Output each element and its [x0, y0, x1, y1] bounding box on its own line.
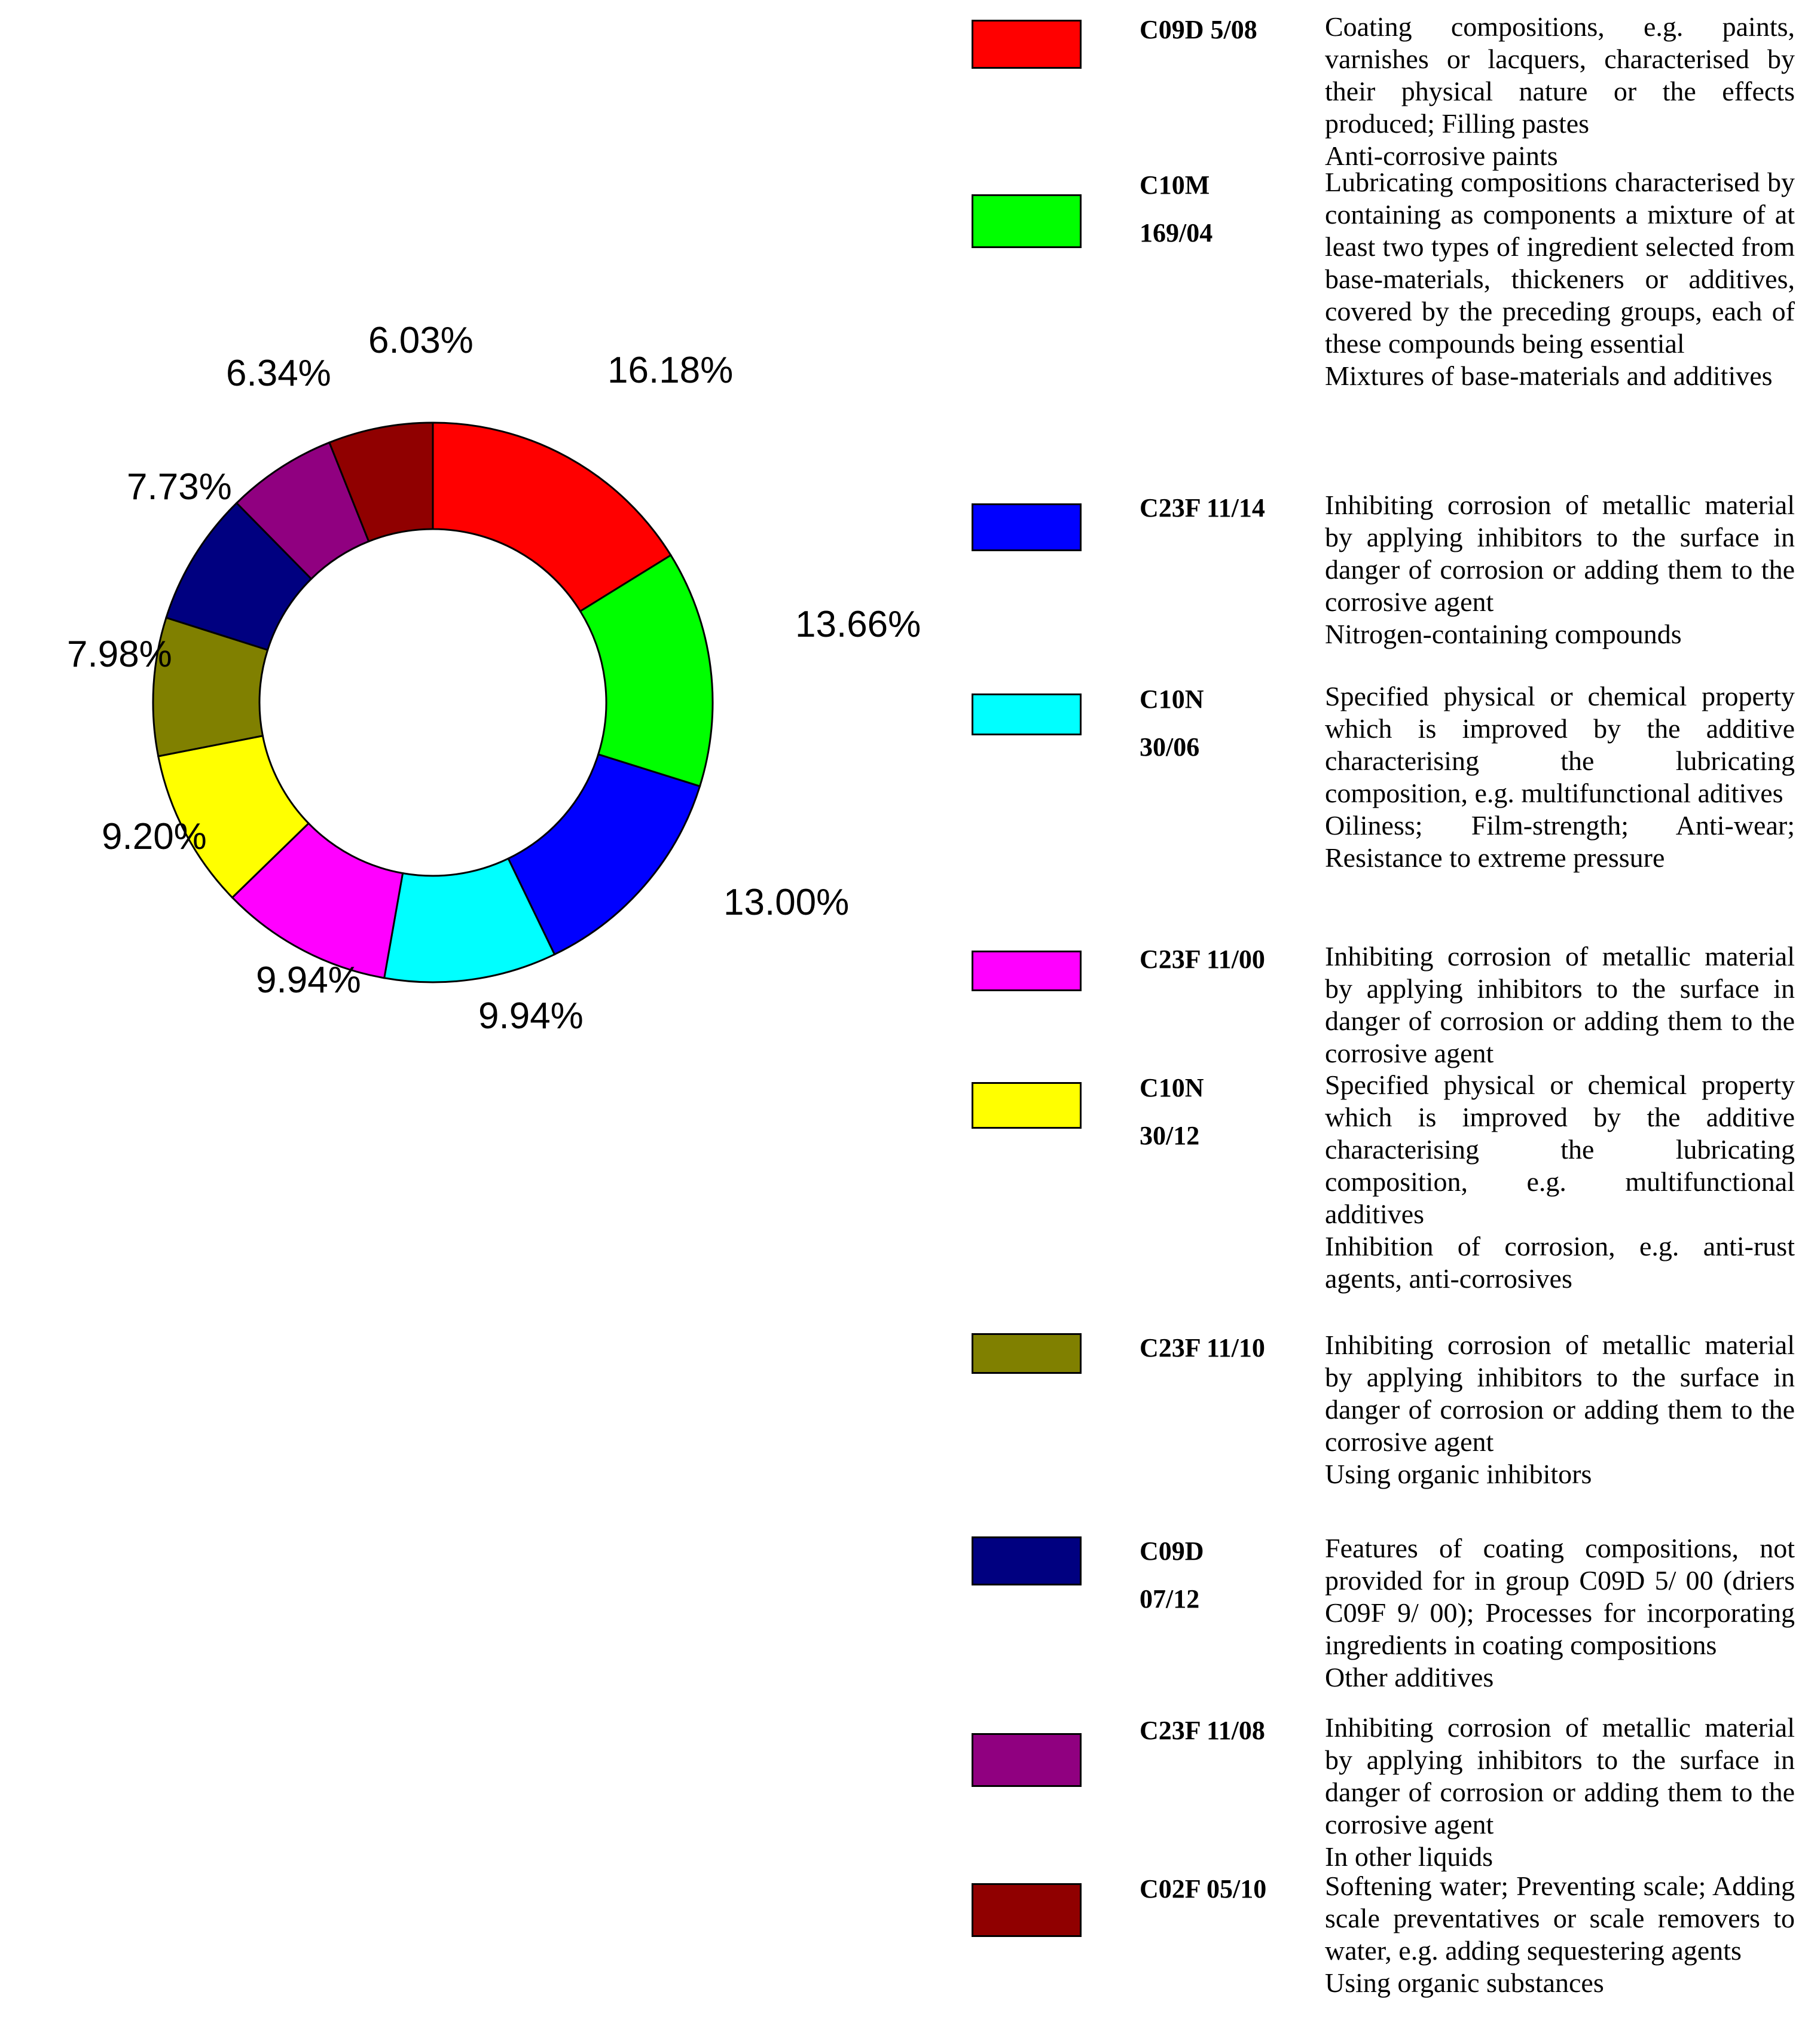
legend-description	[1325, 1532, 1795, 1694]
legend-code	[1140, 1865, 1295, 1913]
legend-description	[1325, 1329, 1795, 1490]
legend-code-line: C10N	[1140, 1073, 1204, 1102]
legend-code	[1140, 484, 1295, 532]
legend-swatch	[972, 1536, 1082, 1585]
legend-description	[1325, 1870, 1795, 1999]
percent-label: 7.98%	[67, 634, 172, 675]
legend-code-line: C10N	[1140, 685, 1204, 714]
legend-code-line: C10M	[1140, 170, 1210, 200]
legend-code	[1140, 1324, 1295, 1372]
legend-description-paragraph: Softening water; Preventing scale; Adding scale preventatives or scale removers to water, e.g. adding sequestering agents	[1325, 1871, 1795, 1966]
legend-code	[1140, 1707, 1295, 1755]
legend-code-line: C02F 05/10	[1140, 1874, 1267, 1904]
legend-description-paragraph: Nitrogen-containing compounds	[1325, 619, 1682, 649]
legend-description-paragraph: Specified physical or chemical property which is improved by the additive characterising the lubricating composition, e.g. multifunctional aditives	[1325, 681, 1795, 808]
legend-description-paragraph: Inhibiting corrosion of metallic material by applying inhibitors to the surface in danger of corrosion or adding them to the corrosive agent	[1325, 490, 1795, 617]
legend-swatch	[972, 1333, 1082, 1374]
legend-description	[1325, 940, 1795, 1070]
percent-label: 16.18%	[607, 350, 734, 391]
percent-label: 13.66%	[795, 604, 921, 645]
percent-label: 6.34%	[226, 353, 331, 394]
legend-swatch	[972, 951, 1082, 991]
legend-code-line: C23F 11/00	[1140, 945, 1265, 974]
legend-code-line: 169/04	[1140, 218, 1213, 248]
legend-description-paragraph: Specified physical or chemical property which is improved by the additive characterising the lubricating composition, e.g. multifunctional additives	[1325, 1070, 1795, 1229]
legend-swatch	[972, 20, 1082, 69]
percent-label: 9.94%	[478, 995, 584, 1037]
legend-code-line: C23F 11/14	[1140, 493, 1265, 523]
legend-code	[1140, 1527, 1295, 1623]
legend-description-paragraph: Inhibiting corrosion of metallic material by applying inhibitors to the surface in danger of corrosion or adding them to the corrosive agent	[1325, 1712, 1795, 1840]
legend-code	[1140, 161, 1295, 257]
legend-swatch	[972, 1883, 1082, 1937]
legend-code-line: C09D 5/08	[1140, 15, 1257, 44]
legend-description-paragraph: Coating compositions, e.g. paints, varnishes or lacquers, characterised by their physical nature or the effects produced; Filling pastes	[1325, 11, 1795, 139]
legend-code-line: 30/06	[1140, 732, 1200, 762]
legend-code	[1140, 6, 1295, 54]
legend-description-paragraph: Mixtures of base-materials and additives	[1325, 360, 1773, 391]
legend-code-line: 07/12	[1140, 1584, 1200, 1614]
legend-description-paragraph: In other liquids	[1325, 1841, 1494, 1872]
legend-description-paragraph: Oiliness; Film-strength; Anti-wear; Resistance to extreme pressure	[1325, 810, 1795, 873]
percent-label: 9.94%	[256, 960, 361, 1001]
legend-description	[1325, 166, 1795, 392]
legend-description	[1325, 489, 1795, 650]
percent-label: 7.73%	[127, 466, 232, 508]
legend-description-paragraph: Inhibiting corrosion of metallic material by applying inhibitors to the surface in danger of corrosion or adding them to the corrosive agent	[1325, 1330, 1795, 1457]
legend-swatch	[972, 194, 1082, 248]
legend-description-paragraph: Inhibition of corrosion, e.g. anti-rust agents, anti-corrosives	[1325, 1231, 1795, 1294]
legend-description	[1325, 11, 1795, 172]
legend-description-paragraph: Features of coating compositions, not provided for in group C09D 5/ 00 (driers C09F 9/ 00); Processes for incorporating ingredients in coating compositions	[1325, 1533, 1795, 1660]
legend-code	[1140, 676, 1295, 771]
legend-description	[1325, 680, 1795, 874]
legend-description	[1325, 1069, 1795, 1295]
legend-description-paragraph: Using organic inhibitors	[1325, 1459, 1592, 1489]
legend-description-paragraph: Using organic substances	[1325, 1967, 1604, 1998]
percent-label: 13.00%	[723, 882, 850, 923]
percent-label: 9.20%	[102, 816, 207, 857]
legend-description-paragraph: Anti-corrosive paints	[1325, 140, 1558, 171]
legend-code-line: C23F 11/10	[1140, 1333, 1265, 1362]
legend-description-paragraph: Lubricating compositions characterised by containing as components a mixture of at least two types of ingredient selected from base-materials, thickeners or additives, covered by the preceding groups, each of these compounds being essential	[1325, 167, 1795, 359]
legend-code-line: C09D	[1140, 1536, 1204, 1566]
legend-description	[1325, 1712, 1795, 1873]
legend-swatch	[972, 1733, 1082, 1787]
legend-code-line: 30/12	[1140, 1121, 1200, 1150]
percent-label: 6.03%	[368, 320, 474, 361]
legend-code	[1140, 1064, 1295, 1160]
legend-swatch	[972, 1082, 1082, 1129]
legend-description-paragraph: Other additives	[1325, 1662, 1494, 1692]
legend-swatch	[972, 503, 1082, 551]
legend-description-paragraph: Inhibiting corrosion of metallic material by applying inhibitors to the surface in danger of corrosion or adding them to the corrosive agent	[1325, 941, 1795, 1068]
legend-code	[1140, 936, 1295, 983]
legend-swatch	[972, 693, 1082, 735]
legend-code-line: C23F 11/08	[1140, 1716, 1265, 1745]
